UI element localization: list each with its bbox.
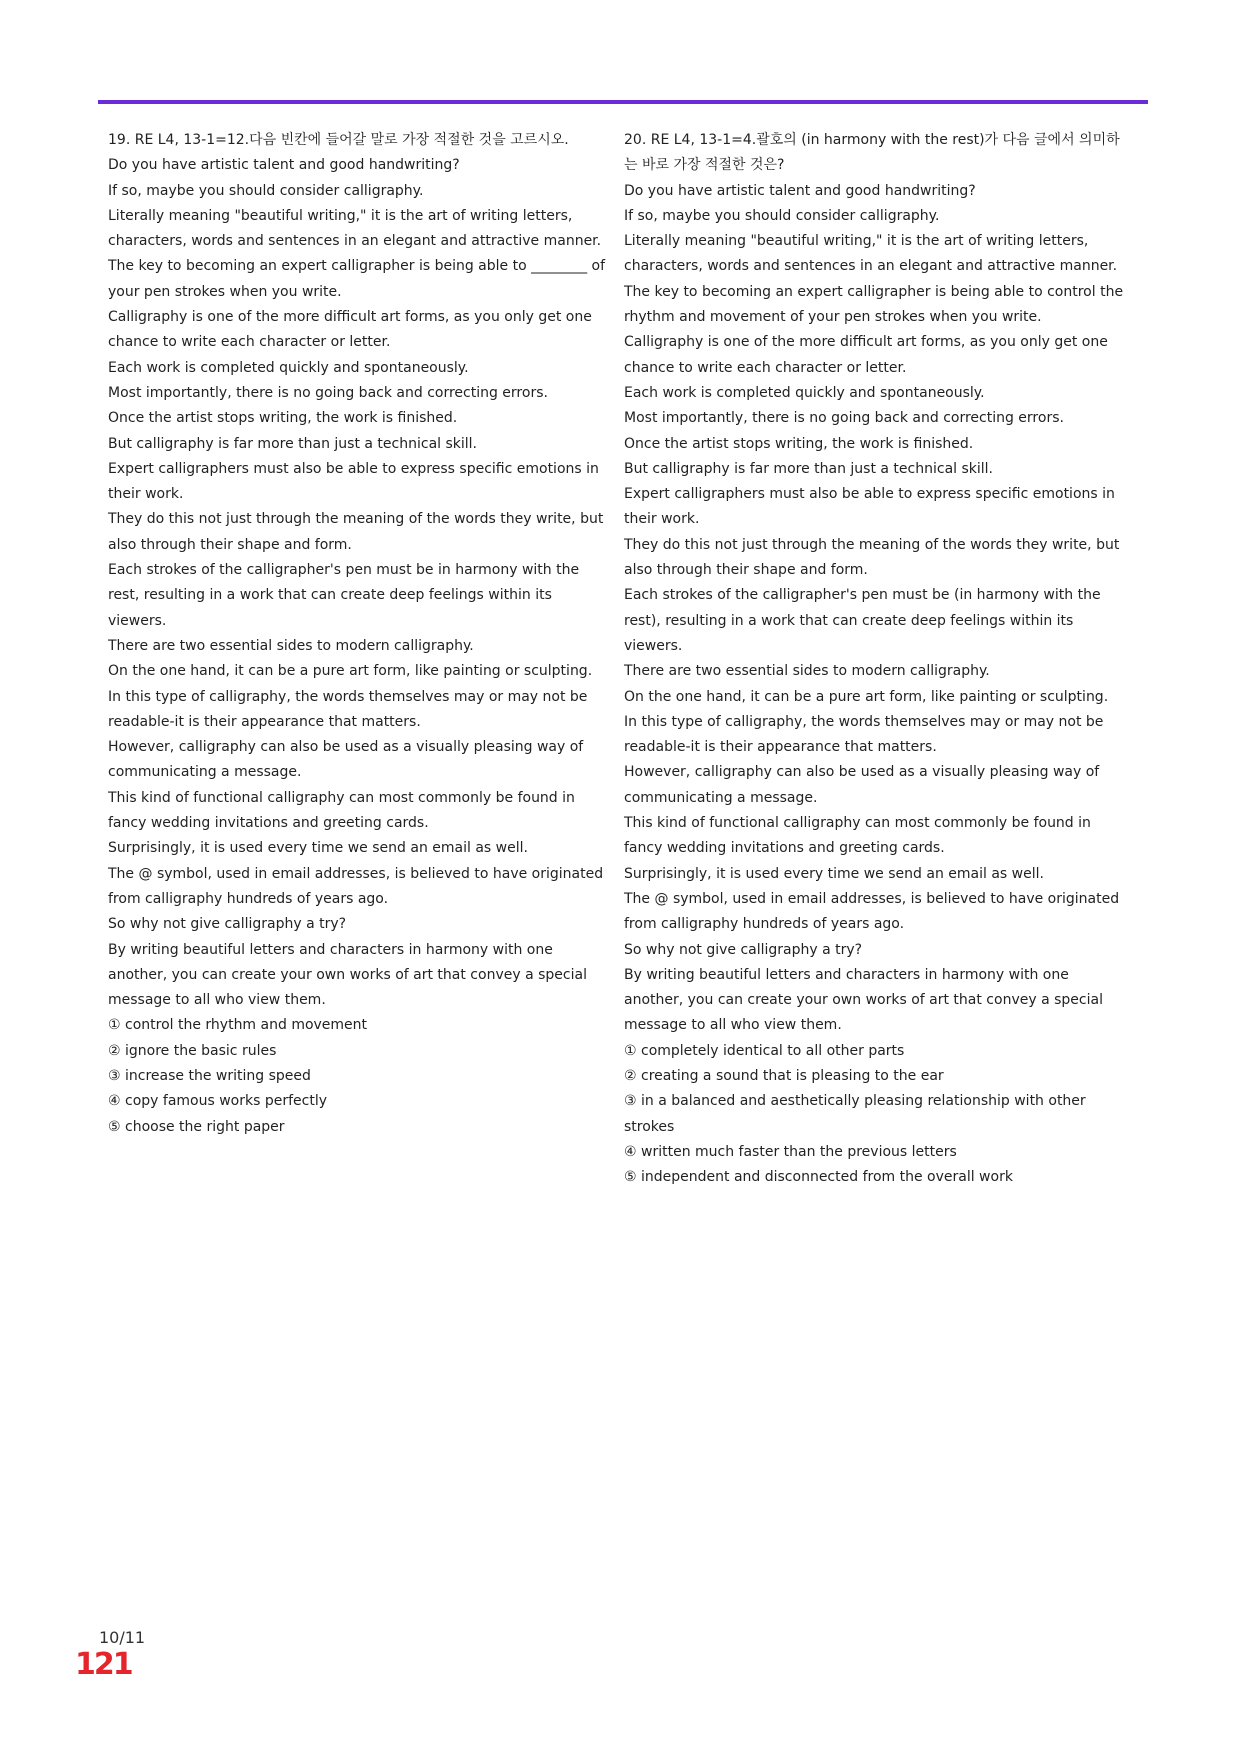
passage-line: The @ symbol, used in email addresses, is believed to have originated from calligraphy hundreds of years ago. <box>108 865 604 907</box>
passage-line: Most importantly, there is no going back and correcting errors. <box>108 384 548 401</box>
answer-option-2: ② creating a sound that is pleasing to the ear <box>624 1067 944 1084</box>
answer-option-1: ① control the rhythm and movement <box>108 1017 368 1034</box>
passage-line: So why not give calligraphy a try? <box>108 916 347 933</box>
passage-line: The key to becoming an expert calligrapher is being able to control the rhythm and movement of your pen strokes when you write. <box>624 283 1124 326</box>
answer-option-3: ③ in a balanced and aesthetically pleasing relationship with other strokes <box>624 1093 1086 1135</box>
passage-line: By writing beautiful letters and characters in harmony with one another, you can create your own works of art that convey a special message to all who view them. <box>624 966 1103 1034</box>
question-20 <box>624 128 1129 1190</box>
passage-line: Do you have artistic talent and good handwriting? <box>108 157 460 174</box>
passage-line: In this type of calligraphy, the words themselves may or may not be readable-it is their appearance that matters. <box>624 713 1104 756</box>
passage-line: Most importantly, there is no going back and correcting errors. <box>624 410 1064 427</box>
passage-line: This kind of functional calligraphy can most commonly be found in fancy wedding invitations and greeting cards. <box>108 789 575 832</box>
passage-line: Once the artist stops writing, the work is finished. <box>108 410 458 427</box>
answer-option-5: ⑤ independent and disconnected from the overall work <box>624 1169 1013 1186</box>
passage-line: Expert calligraphers must also be able to express specific emotions in their work. <box>624 486 1115 528</box>
top-divider <box>98 100 1148 104</box>
passage-line: Surprisingly, it is used every time we send an email as well. <box>108 840 528 857</box>
passage-line: If so, maybe you should consider calligraphy. <box>624 207 940 224</box>
passage-line: However, calligraphy can also be used as a visually pleasing way of communicating a message. <box>624 764 1100 806</box>
answer-option-4: ④ written much faster than the previous letters <box>624 1143 957 1160</box>
answer-option-1: ① completely identical to all other parts <box>624 1042 905 1059</box>
passage-line: By writing beautiful letters and characters in harmony with one another, you can create your own works of art that convey a special message to all who view them. <box>108 941 587 1009</box>
passage-line: Do you have artistic talent and good handwriting? <box>624 182 976 199</box>
page-indicator: 10/11 <box>99 1628 146 1647</box>
passage-line: On the one hand, it can be a pure art form, like painting or sculpting. <box>108 663 593 680</box>
answer-option-4: ④ copy famous works perfectly <box>108 1093 327 1110</box>
passage-line: Surprisingly, it is used every time we send an email as well. <box>624 865 1044 882</box>
question-title: 19. RE L4, 13-1=12.다음 빈칸에 들어갈 말로 가장 적절한 것을 고르시오. <box>108 132 569 148</box>
question-19 <box>108 128 608 1140</box>
passage-line: They do this not just through the meaning of the words they write, but also through their shape and form. <box>624 536 1120 579</box>
passage-line: Each strokes of the calligrapher's pen must be in harmony with the rest, resulting in a work that can create deep feelings within its viewers. <box>108 562 580 629</box>
passage-line: Calligraphy is one of the more difficult art forms, as you only get one chance to write each character or letter. <box>624 334 1108 376</box>
passage-line: On the one hand, it can be a pure art form, like painting or sculpting. <box>624 688 1109 705</box>
passage-line: So why not give calligraphy a try? <box>624 941 863 958</box>
passage-line: The key to becoming an expert calligrapher is being able to ________ of your pen strokes when you write. <box>108 258 606 300</box>
passage-line: The @ symbol, used in email addresses, is believed to have originated from calligraphy hundreds of years ago. <box>624 890 1120 933</box>
passage-line: Each strokes of the calligrapher's pen must be (in harmony with the rest), resulting in a work that can create deep feelings within its viewers. <box>624 587 1101 654</box>
passage-line: Each work is completed quickly and spontaneously. <box>108 359 469 376</box>
passage-line: There are two essential sides to modern calligraphy. <box>624 663 990 680</box>
passage-line: If so, maybe you should consider calligraphy. <box>108 182 424 199</box>
passage-line: This kind of functional calligraphy can most commonly be found in fancy wedding invitations and greeting cards. <box>624 815 1091 857</box>
passage-line: Literally meaning "beautiful writing," it is the art of writing letters, characters, words and sentences in an elegant and attractive manner. <box>624 233 1118 275</box>
passage-line: Literally meaning "beautiful writing," it is the art of writing letters, characters, words and sentences in an elegant and attractive manner. <box>108 207 602 250</box>
answer-option-2: ② ignore the basic rules <box>108 1042 277 1059</box>
passage-line: However, calligraphy can also be used as a visually pleasing way of communicating a message. <box>108 739 584 781</box>
answer-option-3: ③ increase the writing speed <box>108 1067 311 1084</box>
page-number: 121 <box>75 1647 132 1682</box>
passage-line: There are two essential sides to modern calligraphy. <box>108 637 474 654</box>
passage-line: But calligraphy is far more than just a technical skill. <box>108 435 478 452</box>
question-title: 20. RE L4, 13-1=4.괄호의 (in harmony with the rest)가 다음 글에서 의미하는 바로 가장 적절한 것은? <box>624 132 1120 174</box>
passage-line: They do this not just through the meaning of the words they write, but also through their shape and form. <box>108 511 604 553</box>
passage-line: But calligraphy is far more than just a technical skill. <box>624 460 994 477</box>
passage-line: Each work is completed quickly and spontaneously. <box>624 384 985 401</box>
passage-line: Once the artist stops writing, the work is finished. <box>624 435 974 452</box>
answer-option-5: ⑤ choose the right paper <box>108 1118 285 1135</box>
passage-line: Expert calligraphers must also be able to express specific emotions in their work. <box>108 460 599 503</box>
passage-line: In this type of calligraphy, the words themselves may or may not be readable-it is their appearance that matters. <box>108 688 588 730</box>
passage-line: Calligraphy is one of the more difficult art forms, as you only get one chance to write each character or letter. <box>108 309 592 351</box>
